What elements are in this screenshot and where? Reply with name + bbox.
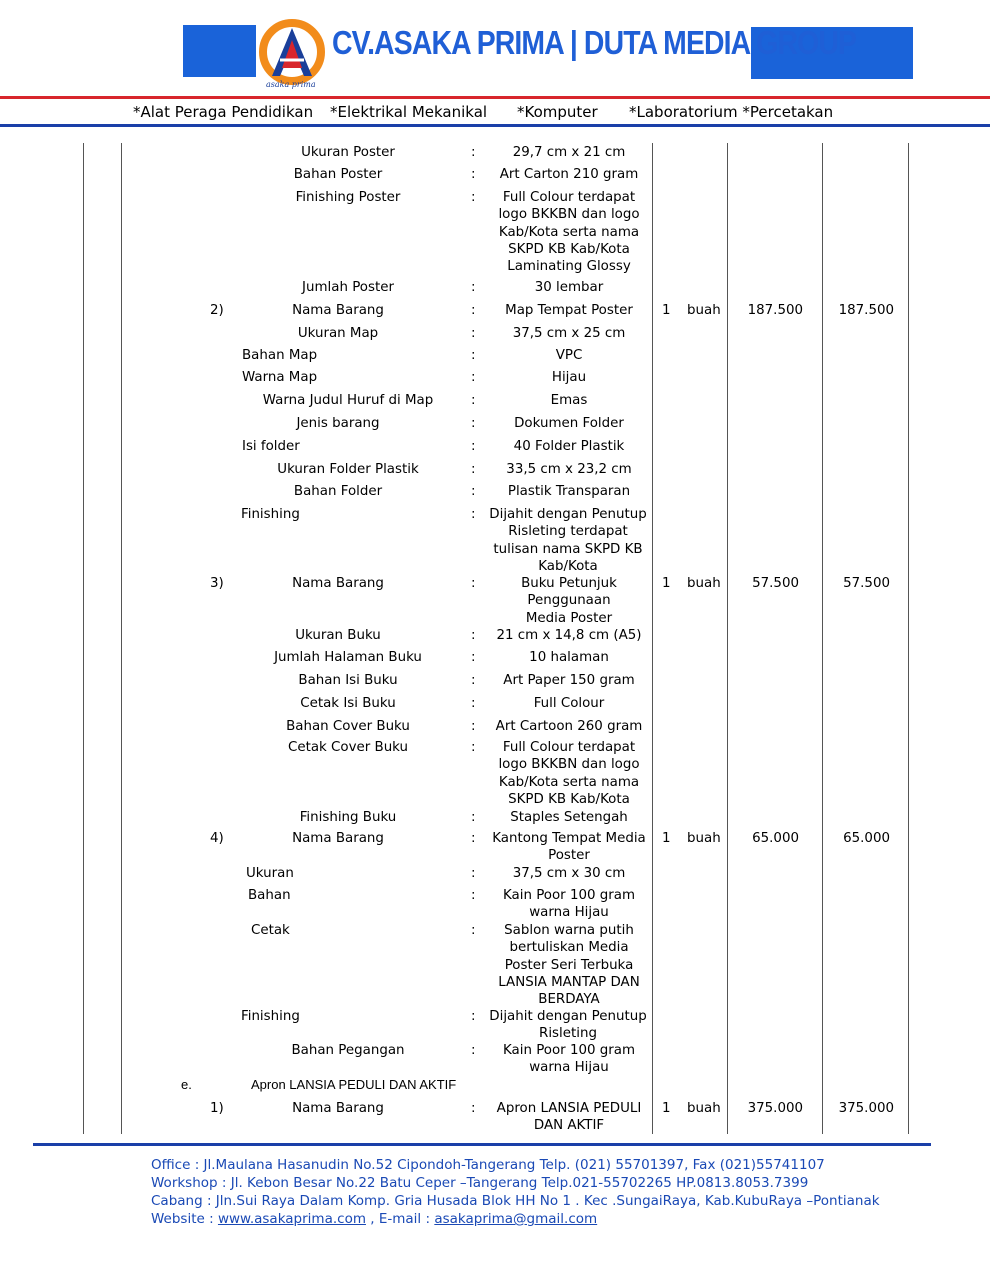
table-border-3 (652, 143, 653, 1134)
item-number: 1) (210, 1101, 224, 1116)
spec-label: Bahan Cover Buku (286, 719, 410, 734)
section-title: Apron LANSIA PEDULI DAN AKTIF (251, 1077, 457, 1092)
spec-colon: : (471, 370, 476, 385)
item-number: 3) (210, 576, 224, 591)
item-unit: buah (687, 303, 721, 318)
spec-label: Finishing (241, 1009, 300, 1024)
spec-colon: : (471, 576, 476, 591)
spec-colon: : (471, 650, 476, 665)
website-prefix: Website : (151, 1211, 218, 1227)
item-qty: 1 (662, 576, 671, 591)
item-price: 57.500 (752, 576, 799, 591)
spec-colon: : (471, 719, 476, 734)
spec-value: 29,7 cm x 21 cm (512, 145, 626, 160)
spec-colon: : (471, 1043, 476, 1058)
category-alat-peraga: *Alat Peraga Pendidikan (133, 103, 314, 121)
spec-label: Ukuran (246, 866, 294, 881)
item-unit: buah (687, 1101, 721, 1116)
item-price: 187.500 (747, 303, 803, 318)
spec-label: Jumlah Poster (302, 280, 394, 295)
spec-label: Cetak (251, 923, 290, 938)
spec-label: Ukuran Map (297, 326, 379, 341)
spec-colon: : (471, 888, 476, 903)
header-blue-line (0, 124, 990, 127)
spec-label: Finishing Buku (299, 810, 397, 825)
spec-colon: : (471, 145, 476, 160)
spec-label: Nama Barang (292, 1101, 384, 1116)
company-brand-title: CV.ASAKA PRIMA | DUTA MEDIA GROUP (332, 24, 857, 61)
category-elektrikal: *Elektrikal Mekanikal (330, 103, 488, 121)
item-number: 4) (210, 831, 224, 846)
spec-colon: : (471, 484, 476, 499)
table-border-4 (727, 143, 728, 1134)
table-border-1 (83, 143, 84, 1134)
spec-value: 37,5 cm x 30 cm (512, 866, 626, 881)
spec-value: Art Carton 210 gram (499, 167, 639, 182)
spec-colon: : (471, 190, 476, 205)
spec-value: Hijau (551, 370, 587, 385)
spec-label: Nama Barang (292, 303, 384, 318)
footer-workshop: Workshop : Jl. Kebon Besar No.22 Batu Ceper –Tangerang Telp.021-55702265 HP.0813.8053.7399 (151, 1175, 809, 1191)
spec-value: Art Cartoon 260 gram (495, 719, 643, 734)
item-price: 375.000 (747, 1101, 803, 1116)
spec-value: 30 lembar (534, 280, 604, 295)
spec-colon: : (471, 167, 476, 182)
spec-label: Cetak Isi Buku (300, 696, 396, 711)
item-price: 65.000 (752, 831, 799, 846)
section-letter: e. (181, 1077, 192, 1092)
table-border-5 (822, 143, 823, 1134)
header-left-blue-box (183, 25, 256, 77)
item-total: 65.000 (843, 831, 890, 846)
spec-value: Plastik Transparan (507, 484, 631, 499)
spec-value: 33,5 cm x 23,2 cm (506, 462, 632, 477)
footer-cabang: Cabang : Jln.Sui Raya Dalam Komp. Gria Husada Blok HH No 1 . Kec .SungaiRaya, Kab.KubuRaya –Pontianak (151, 1193, 880, 1209)
spec-colon: : (471, 810, 476, 825)
item-number: 2) (210, 303, 224, 318)
spec-colon: : (471, 462, 476, 477)
spec-label: Warna Judul Huruf di Map (262, 393, 434, 408)
spec-colon: : (471, 740, 476, 755)
spec-value: 37,5 cm x 25 cm (512, 326, 626, 341)
spec-value: Kantong Tempat Media Poster (492, 831, 646, 864)
spec-colon: : (471, 326, 476, 341)
table-border-2 (121, 143, 122, 1134)
spec-label: Bahan Isi Buku (298, 673, 398, 688)
spec-colon: : (471, 348, 476, 363)
spec-value: Dokumen Folder (514, 416, 624, 431)
spec-label: Jumlah Halaman Buku (274, 650, 422, 665)
spec-value: Apron LANSIA PEDULI DAN AKTIF (496, 1101, 642, 1134)
category-laboratorium: *Laboratorium *Percetakan (629, 103, 834, 121)
spec-value: 10 halaman (529, 650, 609, 665)
spec-value: Kain Poor 100 gram warna Hijau (502, 888, 636, 921)
spec-label: Finishing Poster (295, 190, 401, 205)
website-link[interactable]: www.asakaprima.com (217, 1211, 366, 1227)
spec-value: 40 Folder Plastik (513, 439, 625, 454)
spec-value: Full Colour terdapat logo BKKBN dan logo Kab/Kota serta nama SKPD KB Kab/Kota (498, 740, 640, 807)
spec-colon: : (471, 628, 476, 643)
spec-colon: : (471, 923, 476, 938)
category-komputer: *Komputer (517, 103, 598, 121)
spec-label: Finishing (241, 507, 300, 522)
spec-label: Bahan Pegangan (291, 1043, 405, 1058)
table-border-6 (908, 143, 909, 1134)
spec-colon: : (471, 673, 476, 688)
spec-colon: : (471, 831, 476, 846)
header-red-line (0, 96, 990, 99)
spec-value: Sablon warna putih bertuliskan Media Poster Seri Terbuka LANSIA MANTAP DAN BERDAYA (498, 923, 640, 1008)
spec-label: Nama Barang (292, 576, 384, 591)
spec-colon: : (471, 1101, 476, 1116)
item-total: 187.500 (838, 303, 894, 318)
spec-colon: : (471, 303, 476, 318)
spec-value: Emas (550, 393, 588, 408)
spec-label: Ukuran Folder Plastik (277, 462, 419, 477)
spec-label: Bahan Map (242, 348, 318, 363)
footer-contact (151, 1210, 597, 1228)
spec-label: Ukuran Poster (301, 145, 395, 160)
spec-value: Buku Petunjuk Penggunaan Media Poster (521, 576, 617, 626)
spec-colon: : (471, 507, 476, 522)
spec-label: Jenis barang (296, 416, 380, 431)
spec-label: Cetak Cover Buku (287, 740, 409, 755)
item-total: 57.500 (843, 576, 890, 591)
item-unit: buah (687, 576, 721, 591)
spec-label: Warna Map (242, 370, 318, 385)
item-qty: 1 (662, 1101, 671, 1116)
spec-label: Nama Barang (292, 831, 384, 846)
spec-label: Ukuran Buku (295, 628, 381, 643)
spec-colon: : (471, 439, 476, 454)
spec-colon: : (471, 280, 476, 295)
spec-colon: : (471, 696, 476, 711)
spec-colon: : (471, 1009, 476, 1024)
spec-value: Dijahit dengan Penutup Risleting (489, 1009, 647, 1042)
spec-label: Bahan Poster (293, 167, 383, 182)
footer-office: Office : Jl.Maulana Hasanudin No.52 Cipondoh-Tangerang Telp. (021) 55701397, Fax (021)55741107 (151, 1157, 825, 1173)
spec-label: Isi folder (242, 439, 300, 454)
item-qty: 1 (662, 831, 671, 846)
spec-colon: : (471, 393, 476, 408)
item-qty: 1 (662, 303, 671, 318)
spec-label: Bahan Folder (293, 484, 383, 499)
spec-value: Map Tempat Poster (505, 303, 633, 318)
spec-value: Dijahit dengan Penutup Risleting terdapat tulisan nama SKPD KB Kab/Kota (489, 507, 647, 574)
item-unit: buah (687, 831, 721, 846)
email-link[interactable]: asakaprima@gmail.com (434, 1211, 598, 1227)
spec-value: Staples Setengah (510, 810, 628, 825)
company-logo (258, 16, 328, 92)
email-prefix: , E-mail : (365, 1211, 435, 1227)
spec-value: Kain Poor 100 gram warna Hijau (502, 1043, 636, 1076)
item-total: 375.000 (838, 1101, 894, 1116)
logo-caption: asaka prima (266, 80, 316, 89)
spec-label: Bahan (248, 888, 291, 903)
spec-value: Full Colour terdapat logo BKKBN dan logo Kab/Kota serta nama SKPD KB Kab/Kota Laminating Glossy (498, 190, 640, 275)
spec-colon: : (471, 416, 476, 431)
spec-value: VPC (555, 348, 583, 363)
footer-blue-line (33, 1143, 931, 1146)
spec-colon: : (471, 866, 476, 881)
spec-value: Full Colour (533, 696, 605, 711)
spec-value: Art Paper 150 gram (503, 673, 635, 688)
spec-value: 21 cm x 14,8 cm (A5) (496, 628, 642, 643)
